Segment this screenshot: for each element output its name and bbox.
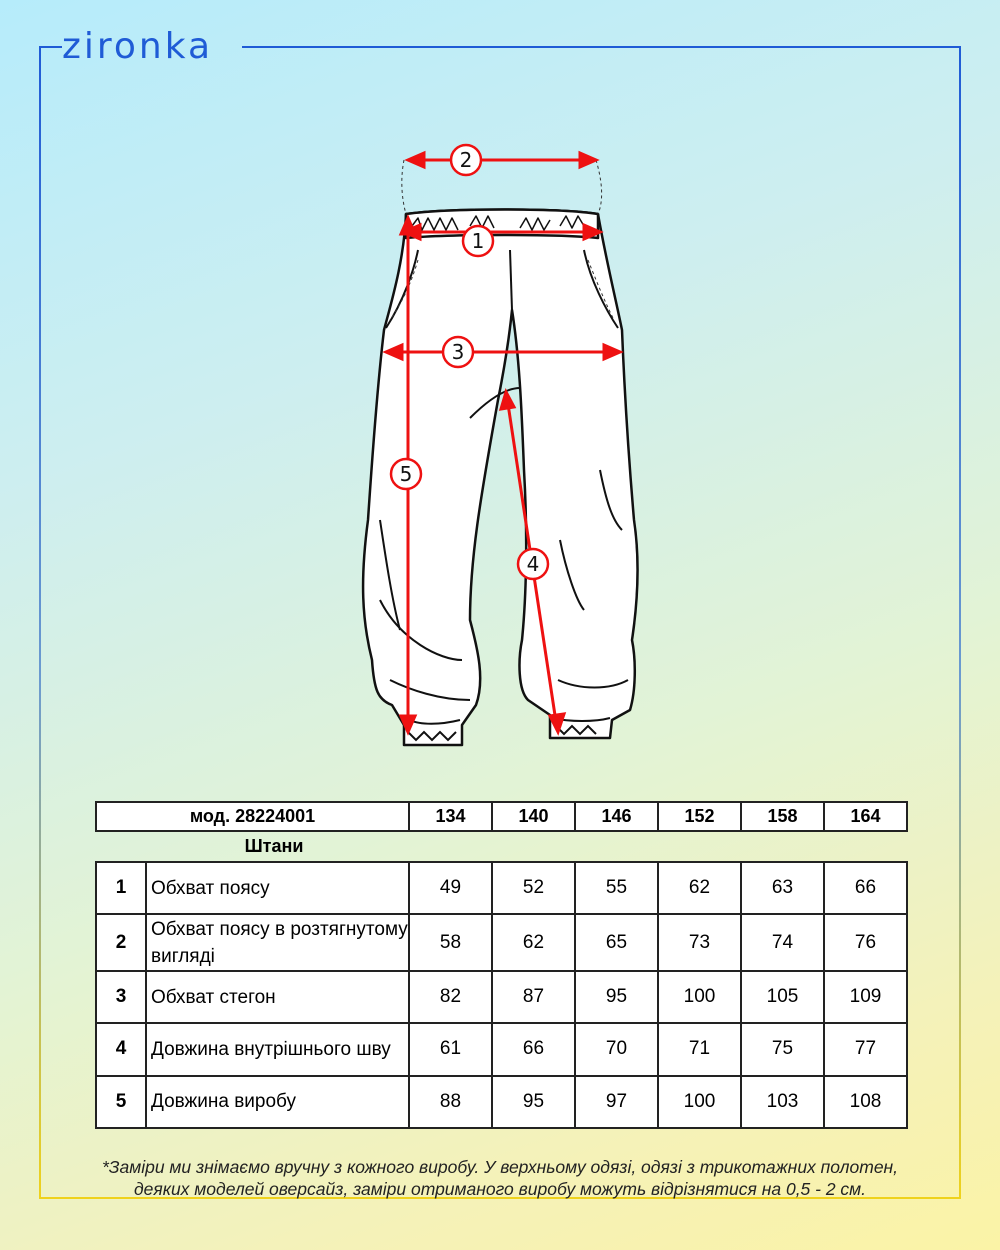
cell-value: 65	[575, 914, 658, 970]
row-label: Обхват поясу	[146, 862, 409, 914]
cell-value: 61	[409, 1023, 492, 1075]
row-number: 4	[96, 1023, 146, 1075]
badge-2: 2	[459, 148, 473, 172]
cell-value: 66	[824, 862, 907, 914]
cell-value: 71	[658, 1023, 741, 1075]
cell-value: 76	[824, 914, 907, 970]
cell-value: 100	[658, 1076, 741, 1128]
row-number: 1	[96, 862, 146, 914]
size-152: 152	[658, 802, 741, 831]
table-row	[96, 1023, 907, 1075]
cell-value: 108	[824, 1076, 907, 1128]
cell-value: 87	[492, 971, 575, 1023]
cell-value: 58	[409, 914, 492, 970]
row-number: 5	[96, 1076, 146, 1128]
size-146: 146	[575, 802, 658, 831]
badge-4: 4	[526, 552, 540, 576]
cell-value: 70	[575, 1023, 658, 1075]
row-label: Довжина виробу	[146, 1076, 409, 1128]
measurements-table	[95, 861, 908, 1129]
product-title: Штани	[244, 836, 304, 856]
brand-logo: zironka	[62, 26, 214, 67]
cell-value: 95	[575, 971, 658, 1023]
cell-value: 52	[492, 862, 575, 914]
cell-value: 74	[741, 914, 824, 970]
cell-value: 66	[492, 1023, 575, 1075]
measurement-note	[40, 1156, 960, 1200]
row-number: 2	[96, 914, 146, 970]
cell-value: 73	[658, 914, 741, 970]
cell-value: 97	[575, 1076, 658, 1128]
model-label: мод. 28224001	[96, 802, 409, 831]
cell-value: 75	[741, 1023, 824, 1075]
cell-value: 100	[658, 971, 741, 1023]
row-label: Обхват поясу в розтягнутому вигляді	[146, 914, 409, 970]
table-row	[96, 971, 907, 1023]
badge-1: 1	[471, 229, 485, 253]
cell-value: 49	[409, 862, 492, 914]
cell-value: 62	[492, 914, 575, 970]
badge-3: 3	[451, 340, 465, 364]
cell-value: 95	[492, 1076, 575, 1128]
row-label: Довжина внутрішнього шву	[146, 1023, 409, 1075]
cell-value: 62	[658, 862, 741, 914]
size-134: 134	[409, 802, 492, 831]
row-label: Обхват стегон	[146, 971, 409, 1023]
size-140: 140	[492, 802, 575, 831]
cell-value: 77	[824, 1023, 907, 1075]
cell-value: 88	[409, 1076, 492, 1128]
note-line-2: деяких моделей оверсайз, заміри отриманого виробу можуть відрізнятися на 0,5 - 2 см.	[133, 1179, 867, 1199]
note-line-1: *Заміри ми знімаємо вручну з кожного виробу. У верхньому одязі, одязі з трикотажних полотен,	[101, 1157, 899, 1177]
table-row	[96, 914, 907, 970]
size-header-table	[95, 801, 908, 832]
cell-value: 103	[741, 1076, 824, 1128]
size-164: 164	[824, 802, 907, 831]
cell-value: 63	[741, 862, 824, 914]
table-row	[96, 1076, 907, 1128]
cell-value: 109	[824, 971, 907, 1023]
table-row	[96, 862, 907, 914]
row-number: 3	[96, 971, 146, 1023]
cell-value: 55	[575, 862, 658, 914]
cell-value: 105	[741, 971, 824, 1023]
cell-value: 82	[409, 971, 492, 1023]
size-158: 158	[741, 802, 824, 831]
badge-5: 5	[399, 462, 413, 486]
